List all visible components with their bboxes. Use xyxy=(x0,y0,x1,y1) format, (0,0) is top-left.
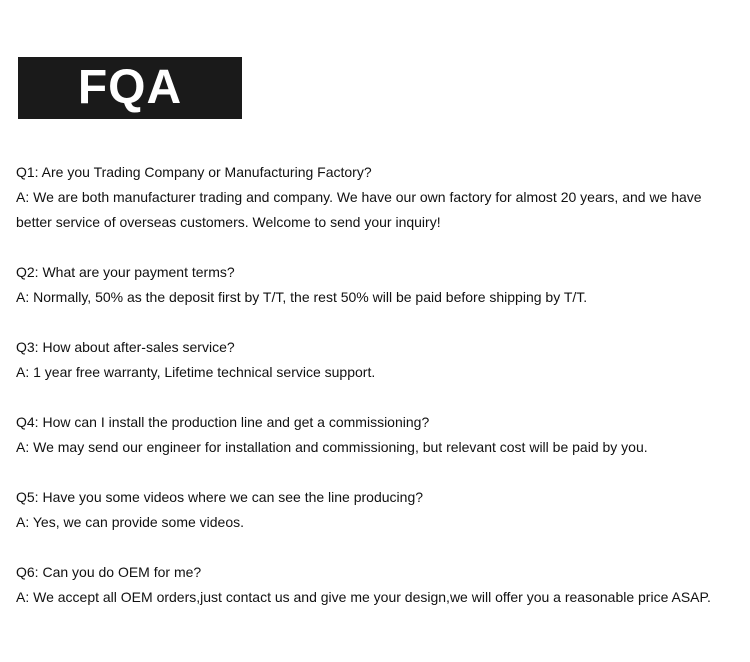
faq-question: Q4: How can I install the production line and get a commissioning? xyxy=(16,414,430,430)
faq-answer: A: We are both manufacturer trading and company. We have our own factory for almost 20 years, and we have better service of overseas customers. Welcome to send your inquiry! xyxy=(16,189,702,230)
faq-item-6 xyxy=(16,560,736,610)
page-title: FQA xyxy=(77,61,183,114)
faq-item-3 xyxy=(16,335,736,385)
faq-question: Q5: Have you some videos where we can see the line producing? xyxy=(16,489,424,505)
header-banner xyxy=(18,57,242,119)
faq-item-1 xyxy=(16,160,736,235)
faq-question: Q6: Can you do OEM for me? xyxy=(16,564,202,580)
faq-answer: A: 1 year free warranty, Lifetime technical service support. xyxy=(16,364,376,380)
faq-list xyxy=(16,160,736,635)
faq-answer: A: We may send our engineer for installation and commissioning, but relevant cost will be paid by you. xyxy=(16,439,648,455)
faq-question: Q3: How about after-sales service? xyxy=(16,339,235,355)
faq-answer: A: Yes, we can provide some videos. xyxy=(16,514,245,530)
faq-item-2 xyxy=(16,260,736,310)
faq-answer: A: We accept all OEM orders,just contact us and give me your design,we will offer you a reasonable price ASAP. xyxy=(16,589,711,605)
faq-question: Q1: Are you Trading Company or Manufacturing Factory? xyxy=(16,164,372,180)
faq-item-5 xyxy=(16,485,736,535)
faq-answer: A: Normally, 50% as the deposit first by T/T, the rest 50% will be paid before shipping by T/T. xyxy=(16,289,588,305)
faq-question: Q2: What are your payment terms? xyxy=(16,264,235,280)
faq-item-4 xyxy=(16,410,736,460)
